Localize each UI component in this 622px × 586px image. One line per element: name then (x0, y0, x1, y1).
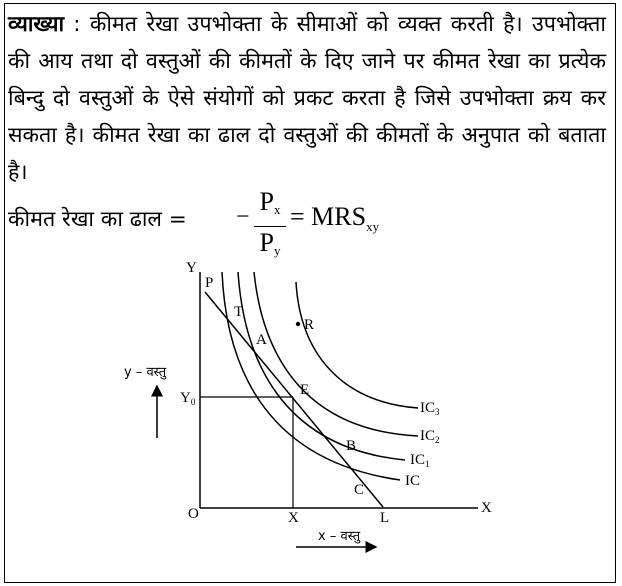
price-line-start-label: P (205, 275, 214, 291)
point-r-dot (296, 322, 300, 326)
curve-ic2 (254, 272, 418, 436)
formula-rhs: = $MRS_{xy}$ (290, 202, 380, 234)
point-b-label: B (346, 438, 357, 454)
explanation-heading: व्याख्या (8, 12, 65, 37)
point-c-label: C (354, 482, 365, 498)
fraction-denominator: $P_y$ (259, 228, 281, 258)
explanation-body: कीमत रेखा उपभोक्ता के सीमाओं को व्यक्त करती है। उपभोक्ता की आय तथा दो वस्तुओं की कीमतों के दिए जाने पर कीमत रेखा का प्रत्येक बिन्दु दो वस्तुओं के ऐसे संयोगों को प्रकट करता है जिसे उपभोक्ता क्रय कर सकता है। कीमत रेखा का ढाल दो वस्तुओं की कीमतों के अनुपात को बताता है। (8, 12, 606, 185)
x-goods-label: x – वस्तु (318, 529, 361, 544)
point-a-label: A (256, 332, 267, 348)
origin-label: O (188, 506, 199, 522)
curve-ic3 (296, 282, 418, 408)
curve-ic1-label: $IC_1$ (410, 452, 430, 469)
y-goods-label: y – वस्तु (124, 365, 167, 380)
curve-ic-label: IC (405, 473, 420, 489)
formula-lhs: कीमत रेखा का ढाल = (8, 207, 187, 232)
curve-ic2-label: $IC_2$ (420, 428, 440, 445)
x-axis-label: X (481, 500, 492, 516)
point-t-label: T (234, 304, 244, 320)
curve-ic3-label: $IC_3$ (420, 400, 440, 417)
fraction-numerator: $P_x$ (259, 187, 281, 217)
price-line (205, 292, 383, 507)
curve-ic (222, 272, 400, 480)
y-axis-label: Y (186, 260, 197, 276)
x0-label: X (288, 510, 299, 526)
heading-separator: : (64, 12, 90, 37)
point-r-label: R (304, 317, 315, 333)
point-e-label: E (300, 382, 310, 398)
price-line-end-label: L (380, 510, 390, 526)
y0-label: $Y_0$ (180, 390, 196, 407)
formula-minus: − (236, 204, 250, 230)
